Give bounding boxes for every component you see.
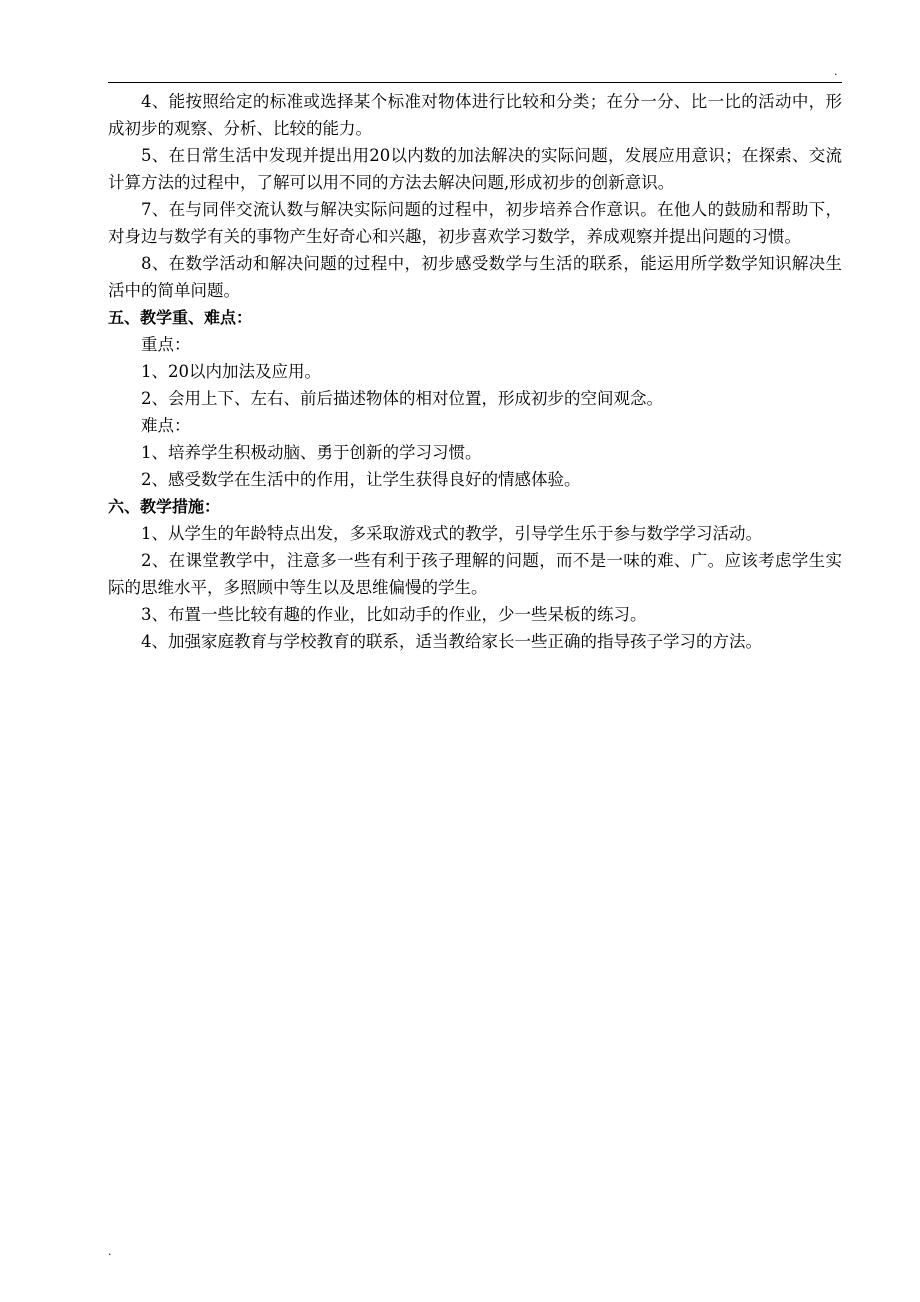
difficult-points-label: 难点： — [141, 416, 191, 435]
difficult-point-item: 1、培养学生积极动脑、勇于创新的学习习惯。 — [141, 443, 482, 462]
difficult-point-item: 2、感受数学在生活中的作用，让学生获得良好的情感体验。 — [141, 470, 581, 489]
key-points-label: 重点： — [141, 335, 191, 354]
measure-item: 3、布置一些比较有趣的作业，比如动手的作业，少一些呆板的练习。 — [141, 605, 647, 624]
key-point-item: 2、会用上下、左右、前后描述物体的相对位置，形成初步的空间观念。 — [141, 389, 663, 408]
measure-item: 2、在课堂教学中，注意多一些有利于孩子理解的问题，而不是一味的难、广。应该考虑学生实际的思维水平，多照顾中等生以及思维偏慢的学生。 — [108, 551, 842, 597]
goal-paragraph: 5、在日常生活中发现并提出用20以内数的加法解决的实际问题，发展应用意识；在探索、交流计算方法的过程中，了解可以用不同的方法去解决问题,形成初步的创新意识。 — [108, 146, 842, 192]
measure-item: 1、从学生的年龄特点出发，多采取游戏式的教学，引导学生乐于参与数学学习活动。 — [141, 524, 762, 543]
section-heading-key-points: 五、教学重、难点： — [108, 308, 253, 327]
document-body — [108, 88, 842, 655]
header-dot: . — [834, 65, 838, 78]
goal-paragraph: 8、在数学活动和解决问题的过程中，初步感受数学与生活的联系，能运用所学数学知识解决生活中的简单问题。 — [108, 254, 842, 300]
key-point-item: 1、20以内加法及应用。 — [141, 362, 321, 381]
goal-paragraph: 7、在与同伴交流认数与解决实际问题的过程中，初步培养合作意识。在他人的鼓励和帮助下，对身边与数学有关的事物产生好奇心和兴趣，初步喜欢学习数学，养成观察并提出问题的习惯。 — [108, 200, 842, 246]
measure-item: 4、加强家庭教育与学校教育的联系，适当教给家长一些正确的指导孩子学习的方法。 — [141, 632, 762, 651]
footer-dot: . — [108, 1245, 112, 1258]
goal-paragraph: 4、能按照给定的标准或选择某个标准对物体进行比较和分类；在分一分、比一比的活动中，形成初步的观察、分析、比较的能力。 — [108, 92, 842, 138]
header-rule — [108, 82, 842, 83]
section-heading-measures: 六、教学措施： — [108, 497, 221, 516]
